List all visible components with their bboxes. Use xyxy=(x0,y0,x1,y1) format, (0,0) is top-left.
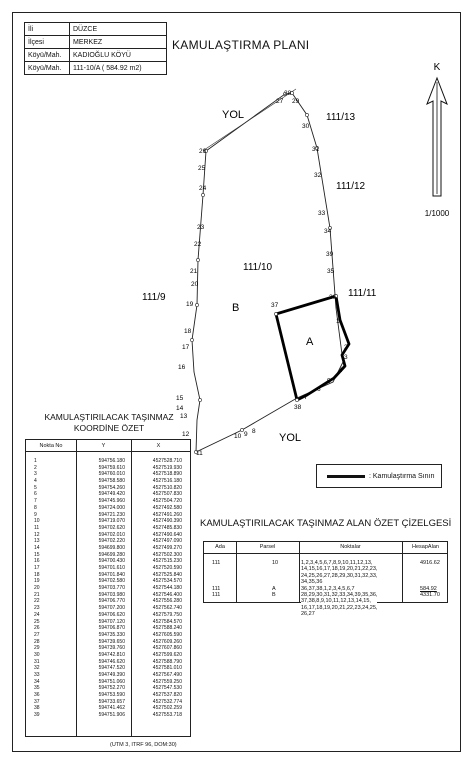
point-label: 24 xyxy=(199,185,207,192)
coord-y: 594703.770 xyxy=(98,585,125,592)
map-scale: 1/1000 xyxy=(424,209,450,218)
header-noktalar: Noktalar xyxy=(340,544,361,550)
coord-y: 594735.330 xyxy=(98,631,125,638)
column-divider xyxy=(131,440,132,736)
coord-point-no: 28 xyxy=(34,638,40,645)
coord-x: 4527525.840 xyxy=(152,571,182,578)
coord-x: 4527544.180 xyxy=(152,585,182,592)
point-label: 8 xyxy=(252,428,256,435)
coord-point-no: 10 xyxy=(34,518,40,525)
coord-x: 4527559.250 xyxy=(152,678,182,685)
coord-row xyxy=(26,572,190,579)
coord-row xyxy=(26,518,190,525)
area-label: B xyxy=(232,302,240,314)
parcel-label: 111/10 xyxy=(243,262,273,273)
coord-point-no: 16 xyxy=(34,558,40,565)
coord-x: 4527556.280 xyxy=(152,598,182,605)
coord-row xyxy=(26,639,190,646)
point-label: 6 xyxy=(317,386,321,393)
coord-point-no: 31 xyxy=(34,658,40,665)
point-label: 22 xyxy=(194,241,202,248)
coord-y: 594706.870 xyxy=(98,625,125,632)
point-label: 11 xyxy=(196,450,203,457)
coord-x: 4527520.590 xyxy=(152,565,182,571)
coord-row xyxy=(26,685,190,692)
coord-y: 594702.010 xyxy=(98,531,125,538)
coord-point-no: 23 xyxy=(34,605,40,612)
coord-row xyxy=(26,605,190,612)
coord-point-no: 4 xyxy=(34,478,37,485)
coord-row xyxy=(26,672,190,679)
info-value: 111-10/A ( 584.92 m2) xyxy=(70,62,167,75)
coord-y: 594759.610 xyxy=(98,464,125,471)
coord-y: 594754.260 xyxy=(98,484,125,491)
coord-point-no: 26 xyxy=(34,625,40,632)
area-hesap-alan: 4916.62 xyxy=(420,560,440,566)
coord-point-no: 27 xyxy=(34,631,40,638)
area-noktalar: 28,29,30,31,32,33,34,39,35,36, 37,38,8,9,10,11,12,13,14,15, 16,17,18,19,20,21,22,23,24,25, 26,27 xyxy=(301,592,378,617)
point-label: 2 xyxy=(344,344,348,351)
point-label: 16 xyxy=(178,364,186,371)
coord-point-no: 13 xyxy=(34,538,40,545)
expropriation-boundary xyxy=(276,296,349,400)
point-label: 35 xyxy=(327,268,335,275)
coord-y: 594739.760 xyxy=(98,645,125,652)
coord-x: 4527515.230 xyxy=(152,558,182,565)
coord-y: 594703.980 xyxy=(98,591,125,598)
column-divider xyxy=(76,440,77,736)
coord-y: 594753.590 xyxy=(98,692,125,699)
coord-row xyxy=(26,565,190,572)
area-parsel: A xyxy=(272,586,276,592)
coord-x: 4527507.830 xyxy=(152,491,182,498)
coord-point-no: 1 xyxy=(34,458,37,464)
area-parsel: 10 xyxy=(272,560,279,566)
coord-row xyxy=(26,652,190,659)
header-x: X xyxy=(156,442,161,449)
coord-y: 594749.420 xyxy=(98,491,125,498)
coord-x: 4527491.260 xyxy=(152,511,182,518)
point-label: 29 xyxy=(292,98,300,105)
coord-point-no: 34 xyxy=(34,678,40,685)
coord-row xyxy=(26,498,190,505)
coord-row xyxy=(26,598,190,605)
coord-y: 594739.650 xyxy=(98,638,125,645)
point-label: 37 xyxy=(271,302,279,309)
coord-x: 4527504.720 xyxy=(152,498,182,505)
point-label: 9 xyxy=(244,431,248,438)
point-label: 14 xyxy=(176,405,184,412)
coord-y: 594701.610 xyxy=(98,565,125,571)
coord-point-no: 6 xyxy=(34,491,37,498)
coord-point-no: 29 xyxy=(34,645,40,652)
area-hesap-alan: 584.92 xyxy=(420,586,437,592)
coord-point-no: 15 xyxy=(34,551,40,558)
point-label: 36 xyxy=(329,294,337,301)
coord-x: 4527584.570 xyxy=(152,618,182,625)
point-labels xyxy=(176,90,348,457)
coord-y: 594742.810 xyxy=(98,651,125,658)
point-label: 31 xyxy=(312,146,320,153)
coord-row xyxy=(26,471,190,478)
coord-y: 594741.462 xyxy=(98,705,125,712)
area-table-title: KAMULAŞTIRILACAK TAŞINMAZ ALAN ÖZET ÇİZELGESİ xyxy=(200,518,452,529)
point-label: 4 xyxy=(339,367,343,374)
coord-x: 4527588.790 xyxy=(152,658,182,665)
info-value: DÜZCE xyxy=(70,23,167,36)
area-noktalar: 1,2,3,4,5,6,7,8,9,10,11,12,13, 14,15,16,17,18,19,20,21,22,23, 24,25,26,27,28,29,30,31,32,33, 34,35,36 xyxy=(301,560,378,585)
coord-point-no: 39 xyxy=(34,712,40,719)
coord-y: 594760.010 xyxy=(98,471,125,478)
area-label: A xyxy=(306,336,314,348)
coord-row xyxy=(26,552,190,559)
coord-point-no: 22 xyxy=(34,598,40,605)
coord-x: 4527485.830 xyxy=(152,524,182,531)
header-ada: Ada xyxy=(215,544,225,550)
coord-table-title-line2: KOORDİNE ÖZET xyxy=(73,423,145,433)
point-label: 27 xyxy=(276,98,284,105)
coord-x: 4527546.400 xyxy=(152,591,182,598)
coord-x: 4527519.930 xyxy=(152,464,182,471)
coord-point-no: 37 xyxy=(34,698,40,705)
coord-y: 594751.060 xyxy=(98,678,125,685)
point-label: 12 xyxy=(182,431,190,438)
coord-row xyxy=(26,491,190,498)
coord-row xyxy=(26,705,190,712)
parcel-label: 111/9 xyxy=(142,292,166,303)
coord-row xyxy=(26,645,190,652)
coord-point-no: 38 xyxy=(34,705,40,712)
coord-row xyxy=(26,578,190,585)
point-label: 34 xyxy=(324,228,332,235)
header-point-no: Nokta No xyxy=(39,442,63,449)
point-label: 18 xyxy=(184,328,192,335)
coord-row xyxy=(26,585,190,592)
info-value: KADIOĞLU KÖYÜ xyxy=(70,49,167,62)
legend-label: : Kamulaştırma Sınırı xyxy=(369,472,435,480)
parcel-label: 111/12 xyxy=(336,181,366,192)
coord-y: 594749.390 xyxy=(98,672,125,678)
coord-y: 594747.520 xyxy=(98,665,125,672)
coord-row xyxy=(26,538,190,545)
coord-y: 594702.580 xyxy=(98,578,125,585)
area-summary-table xyxy=(203,541,448,617)
info-key: Köyü/Mah. xyxy=(25,49,70,62)
coord-point-no: 20 xyxy=(34,585,40,592)
coord-row xyxy=(26,659,190,666)
coord-x: 4527579.750 xyxy=(152,611,182,618)
coord-x: 4527553.718 xyxy=(152,712,182,719)
coord-row xyxy=(26,465,190,472)
point-label: 15 xyxy=(176,395,184,402)
coordinate-table xyxy=(25,439,191,737)
coord-x: 4527605.590 xyxy=(152,631,182,638)
coord-table-body xyxy=(26,452,190,719)
point-label: 1 xyxy=(336,318,340,325)
point-label: 20 xyxy=(191,281,199,288)
coord-point-no: 12 xyxy=(34,531,40,538)
coord-x: 4527497.090 xyxy=(152,538,182,545)
coord-y: 594700.430 xyxy=(98,558,125,565)
coord-row xyxy=(26,532,190,539)
point-label: 39 xyxy=(326,251,334,258)
coord-row xyxy=(26,485,190,492)
coord-point-no: 9 xyxy=(34,511,37,518)
coord-y: 594702.220 xyxy=(98,538,125,545)
coord-y: 594745.960 xyxy=(98,498,125,505)
coord-row xyxy=(26,679,190,686)
point-label: 28 xyxy=(284,90,292,97)
point-label: 7 xyxy=(304,394,308,401)
coord-point-no: 17 xyxy=(34,565,40,571)
coord-point-no: 21 xyxy=(34,591,40,598)
coord-row xyxy=(26,458,190,465)
coord-row xyxy=(26,545,190,552)
coord-point-no: 25 xyxy=(34,618,40,625)
coord-x: 4527518.890 xyxy=(152,471,182,478)
coord-x: 4527490.640 xyxy=(152,531,182,538)
point-label: 32 xyxy=(314,172,322,179)
coord-x: 4527588.240 xyxy=(152,625,182,632)
point-label: 38 xyxy=(294,404,302,411)
map-legend xyxy=(316,464,442,488)
point-label: 13 xyxy=(180,413,188,420)
coord-point-no: 32 xyxy=(34,665,40,672)
coord-point-no: 14 xyxy=(34,544,40,551)
area-ada: 111 xyxy=(212,586,221,592)
info-key: İlçesi xyxy=(25,36,70,49)
coord-point-no: 3 xyxy=(34,471,37,478)
coord-point-no: 11 xyxy=(34,524,40,531)
coord-x: 4527599.620 xyxy=(152,651,182,658)
road-label: YOL xyxy=(222,109,245,121)
coord-x: 4527609.260 xyxy=(152,638,182,645)
coord-y: 594699.800 xyxy=(98,544,125,551)
area-hesap-alan: 4331.70 xyxy=(420,592,440,598)
coord-y: 594733.657 xyxy=(98,698,125,705)
north-arrow-icon xyxy=(427,78,447,196)
point-label: 30 xyxy=(302,123,310,130)
coord-row xyxy=(26,625,190,632)
coord-y: 594756.180 xyxy=(98,458,125,464)
point-label: 19 xyxy=(186,301,194,308)
coord-point-no: 36 xyxy=(34,692,40,699)
coord-x: 4527532.774 xyxy=(152,698,182,705)
coord-point-no: 35 xyxy=(34,685,40,692)
coord-x: 4527502.300 xyxy=(152,551,182,558)
point-label: 25 xyxy=(198,165,206,172)
point-label: 5 xyxy=(327,378,331,385)
point-label: 17 xyxy=(182,344,190,351)
coord-row xyxy=(26,632,190,639)
coord-y: 594706.770 xyxy=(98,598,125,605)
coord-row xyxy=(26,505,190,512)
coord-row xyxy=(26,692,190,699)
area-ada: 111 xyxy=(212,560,221,566)
coord-row xyxy=(26,612,190,619)
coord-x: 4527534.570 xyxy=(152,578,182,585)
info-value: MERKEZ xyxy=(70,36,167,49)
coord-x: 4527502.259 xyxy=(152,705,182,712)
coord-row xyxy=(26,478,190,485)
coord-point-no: 24 xyxy=(34,611,40,618)
coord-system-note: (UTM 3, ITRF 96, DOM:30) xyxy=(110,742,177,748)
coord-y: 594752.270 xyxy=(98,685,125,692)
coord-table-header xyxy=(26,440,190,452)
coord-point-no: 19 xyxy=(34,578,40,585)
coord-y: 594719.070 xyxy=(98,518,125,525)
area-ada: 111 xyxy=(212,592,221,598)
coord-row xyxy=(26,619,190,626)
coord-row xyxy=(26,665,190,672)
parcel-label: 111/13 xyxy=(326,112,356,123)
coord-point-no: 2 xyxy=(34,464,37,471)
coord-x: 4527516.180 xyxy=(152,478,182,485)
coord-x: 4527547.530 xyxy=(152,685,182,692)
coord-y: 594707.200 xyxy=(98,605,125,612)
area-noktalar: 36,37,38,1,2,3,4,5,6,7 xyxy=(301,586,355,592)
coord-row xyxy=(26,699,190,706)
point-label: 33 xyxy=(318,210,326,217)
coord-y: 594758.580 xyxy=(98,478,125,485)
legend-line-swatch xyxy=(327,475,365,478)
coord-point-no: 18 xyxy=(34,571,40,578)
coord-y: 594702.620 xyxy=(98,524,125,531)
info-key: İli xyxy=(25,23,70,36)
coord-x: 4527562.740 xyxy=(152,605,182,612)
point-label: 10 xyxy=(234,433,242,440)
coord-y: 594724.000 xyxy=(98,504,125,511)
coord-x: 4527581.010 xyxy=(152,665,182,672)
coord-x: 4527510.820 xyxy=(152,484,182,491)
coord-y: 594746.620 xyxy=(98,658,125,665)
coord-x: 4527492.580 xyxy=(152,504,182,511)
coord-y: 594699.280 xyxy=(98,551,125,558)
point-label: 23 xyxy=(197,224,205,231)
coord-x: 4527528.710 xyxy=(152,458,182,464)
coord-point-no: 30 xyxy=(34,651,40,658)
north-label: K xyxy=(433,62,441,73)
coord-row xyxy=(26,712,190,719)
coord-x: 4527537.820 xyxy=(152,692,182,699)
area-parsel: B xyxy=(272,592,276,598)
coord-point-no: 33 xyxy=(34,672,40,678)
coord-x: 4527499.270 xyxy=(152,544,182,551)
point-label: 21 xyxy=(190,268,198,275)
parcel-label: 111/11 xyxy=(348,288,377,299)
header-parsel: Parsel xyxy=(259,544,276,550)
coord-x: 4527567.490 xyxy=(152,672,182,678)
coord-point-no: 5 xyxy=(34,484,37,491)
coord-x: 4527490.390 xyxy=(152,518,182,525)
header-hesap-alan: HesapAlan xyxy=(412,544,439,550)
coord-point-no: 8 xyxy=(34,504,37,511)
coord-table-title-line1: KAMULAŞTIRILACAK TAŞINMAZ xyxy=(44,412,174,422)
header-y: Y xyxy=(101,442,106,449)
coord-y: 594751.906 xyxy=(98,712,125,719)
coord-y: 594706.620 xyxy=(98,611,125,618)
coord-y: 594707.120 xyxy=(98,618,125,625)
area-table-header xyxy=(204,542,447,554)
road-label: YOL xyxy=(279,432,302,444)
coord-row xyxy=(26,512,190,519)
coord-y: 594701.840 xyxy=(98,571,125,578)
point-label: 3 xyxy=(344,354,348,361)
coord-row xyxy=(26,525,190,532)
coord-y: 594721.230 xyxy=(98,511,125,518)
point-label: 26 xyxy=(199,148,207,155)
info-key: Köyü/Mah. xyxy=(25,62,70,75)
coord-row xyxy=(26,558,190,565)
coord-x: 4527607.860 xyxy=(152,645,182,652)
coord-row xyxy=(26,592,190,599)
plan-title: KAMULAŞTIRMA PLANI xyxy=(172,38,310,52)
coord-point-no: 7 xyxy=(34,498,37,505)
